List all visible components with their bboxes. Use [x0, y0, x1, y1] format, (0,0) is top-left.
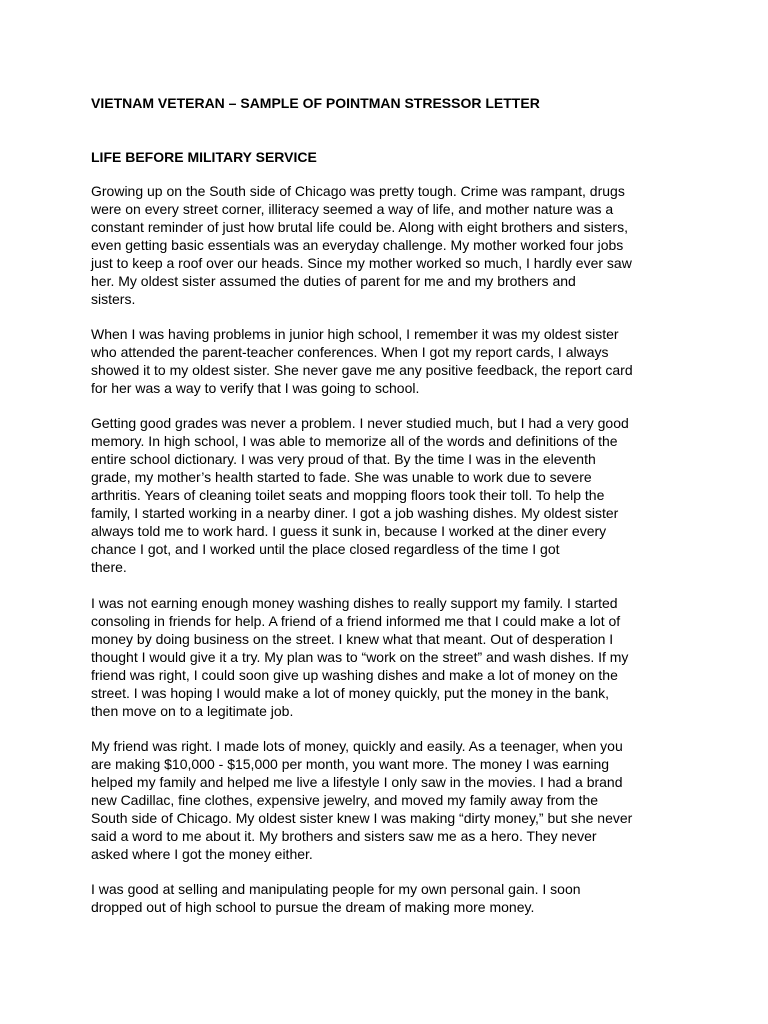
text-line: dropped out of high school to pursue the dream of making more money. [91, 899, 535, 915]
paragraph-4 [91, 594, 691, 720]
document-title: VIETNAM VETERAN – SAMPLE OF POINTMAN STRESSOR LETTER [91, 95, 540, 111]
text-line: her. My oldest sister assumed the duties of parent for me and my brothers and [91, 273, 576, 289]
text-line: My friend was right. I made lots of money, quickly and easily. As a teenager, when you [91, 738, 623, 754]
text-line: memory. In high school, I was able to memorize all of the words and definitions of the [91, 433, 618, 449]
text-line: I was good at selling and manipulating people for my own personal gain. I soon [91, 881, 581, 897]
text-line: new Cadillac, fine clothes, expensive jewelry, and moved my family away from the [91, 792, 599, 808]
text-line: just to keep a roof over our heads. Since my mother worked so much, I hardly ever saw [91, 255, 632, 271]
text-line: helped my family and helped me live a lifestyle I only saw in the movies. I had a brand [91, 774, 623, 790]
paragraph-5 [91, 737, 691, 863]
paragraph-3 [91, 414, 691, 576]
text-line: South side of Chicago. My oldest sister knew I was making “dirty money,” but she never [91, 810, 633, 826]
text-line: who attended the parent-teacher conferences. When I got my report cards, I always [91, 344, 609, 360]
text-line: showed it to my oldest sister. She never gave me any positive feedback, the report card [91, 362, 633, 378]
text-line: friend was right, I could soon give up washing dishes and make a lot of money on the [91, 667, 618, 683]
text-line: are making $10,000 - $15,000 per month, you want more. The money I was earning [91, 756, 610, 772]
text-line: consoling in friends for help. A friend of a friend informed me that I could make a lot of [91, 613, 621, 629]
text-line: When I was having problems in junior high school, I remember it was my oldest sister [91, 326, 619, 342]
text-line: thought I would give it a try. My plan was to “work on the street” and wash dishes. If my [91, 649, 629, 665]
text-line: there. [91, 559, 127, 575]
text-line: asked where I got the money either. [91, 846, 313, 862]
text-line: were on every street corner, illiteracy seemed a way of life, and mother nature was a [91, 201, 614, 217]
text-line: even getting basic essentials was an everyday challenge. My mother worked four jobs [91, 237, 624, 253]
text-line: Growing up on the South side of Chicago was pretty tough. Crime was rampant, drugs [91, 183, 625, 199]
text-line: constant reminder of just how brutal life could be. Along with eight brothers and sisters, [91, 219, 628, 235]
text-line: always told me to work hard. I guess it sunk in, because I worked at the diner every [91, 523, 607, 539]
text-line: street. I was hoping I would make a lot of money quickly, put the money in the bank, [91, 685, 610, 701]
paragraph-2 [91, 325, 691, 397]
text-line: money by doing business on the street. I knew what that meant. Out of desperation I [91, 631, 614, 647]
paragraph-1 [91, 182, 691, 308]
text-line: then move on to a legitimate job. [91, 703, 294, 719]
text-line: sisters. [91, 291, 136, 307]
text-line: family, I started working in a nearby diner. I got a job washing dishes. My oldest sister [91, 505, 619, 521]
text-line: said a word to me about it. My brothers and sisters saw me as a hero. They never [91, 828, 597, 844]
section-heading: LIFE BEFORE MILITARY SERVICE [91, 149, 317, 165]
text-line: grade, my mother’s health started to fade. She was unable to work due to severe [91, 469, 592, 485]
text-line: arthritis. Years of cleaning toilet seats and mopping floors took their toll. To help the [91, 487, 605, 503]
text-line: Getting good grades was never a problem. I never studied much, but I had a very good [91, 415, 629, 431]
text-line: for her was a way to verify that I was going to school. [91, 380, 420, 396]
paragraph-6 [91, 880, 691, 916]
text-line: entire school dictionary. I was very proud of that. By the time I was in the eleventh [91, 451, 596, 467]
text-line: I was not earning enough money washing dishes to really support my family. I started [91, 595, 618, 611]
text-line: chance I got, and I worked until the place closed regardless of the time I got [91, 541, 560, 557]
